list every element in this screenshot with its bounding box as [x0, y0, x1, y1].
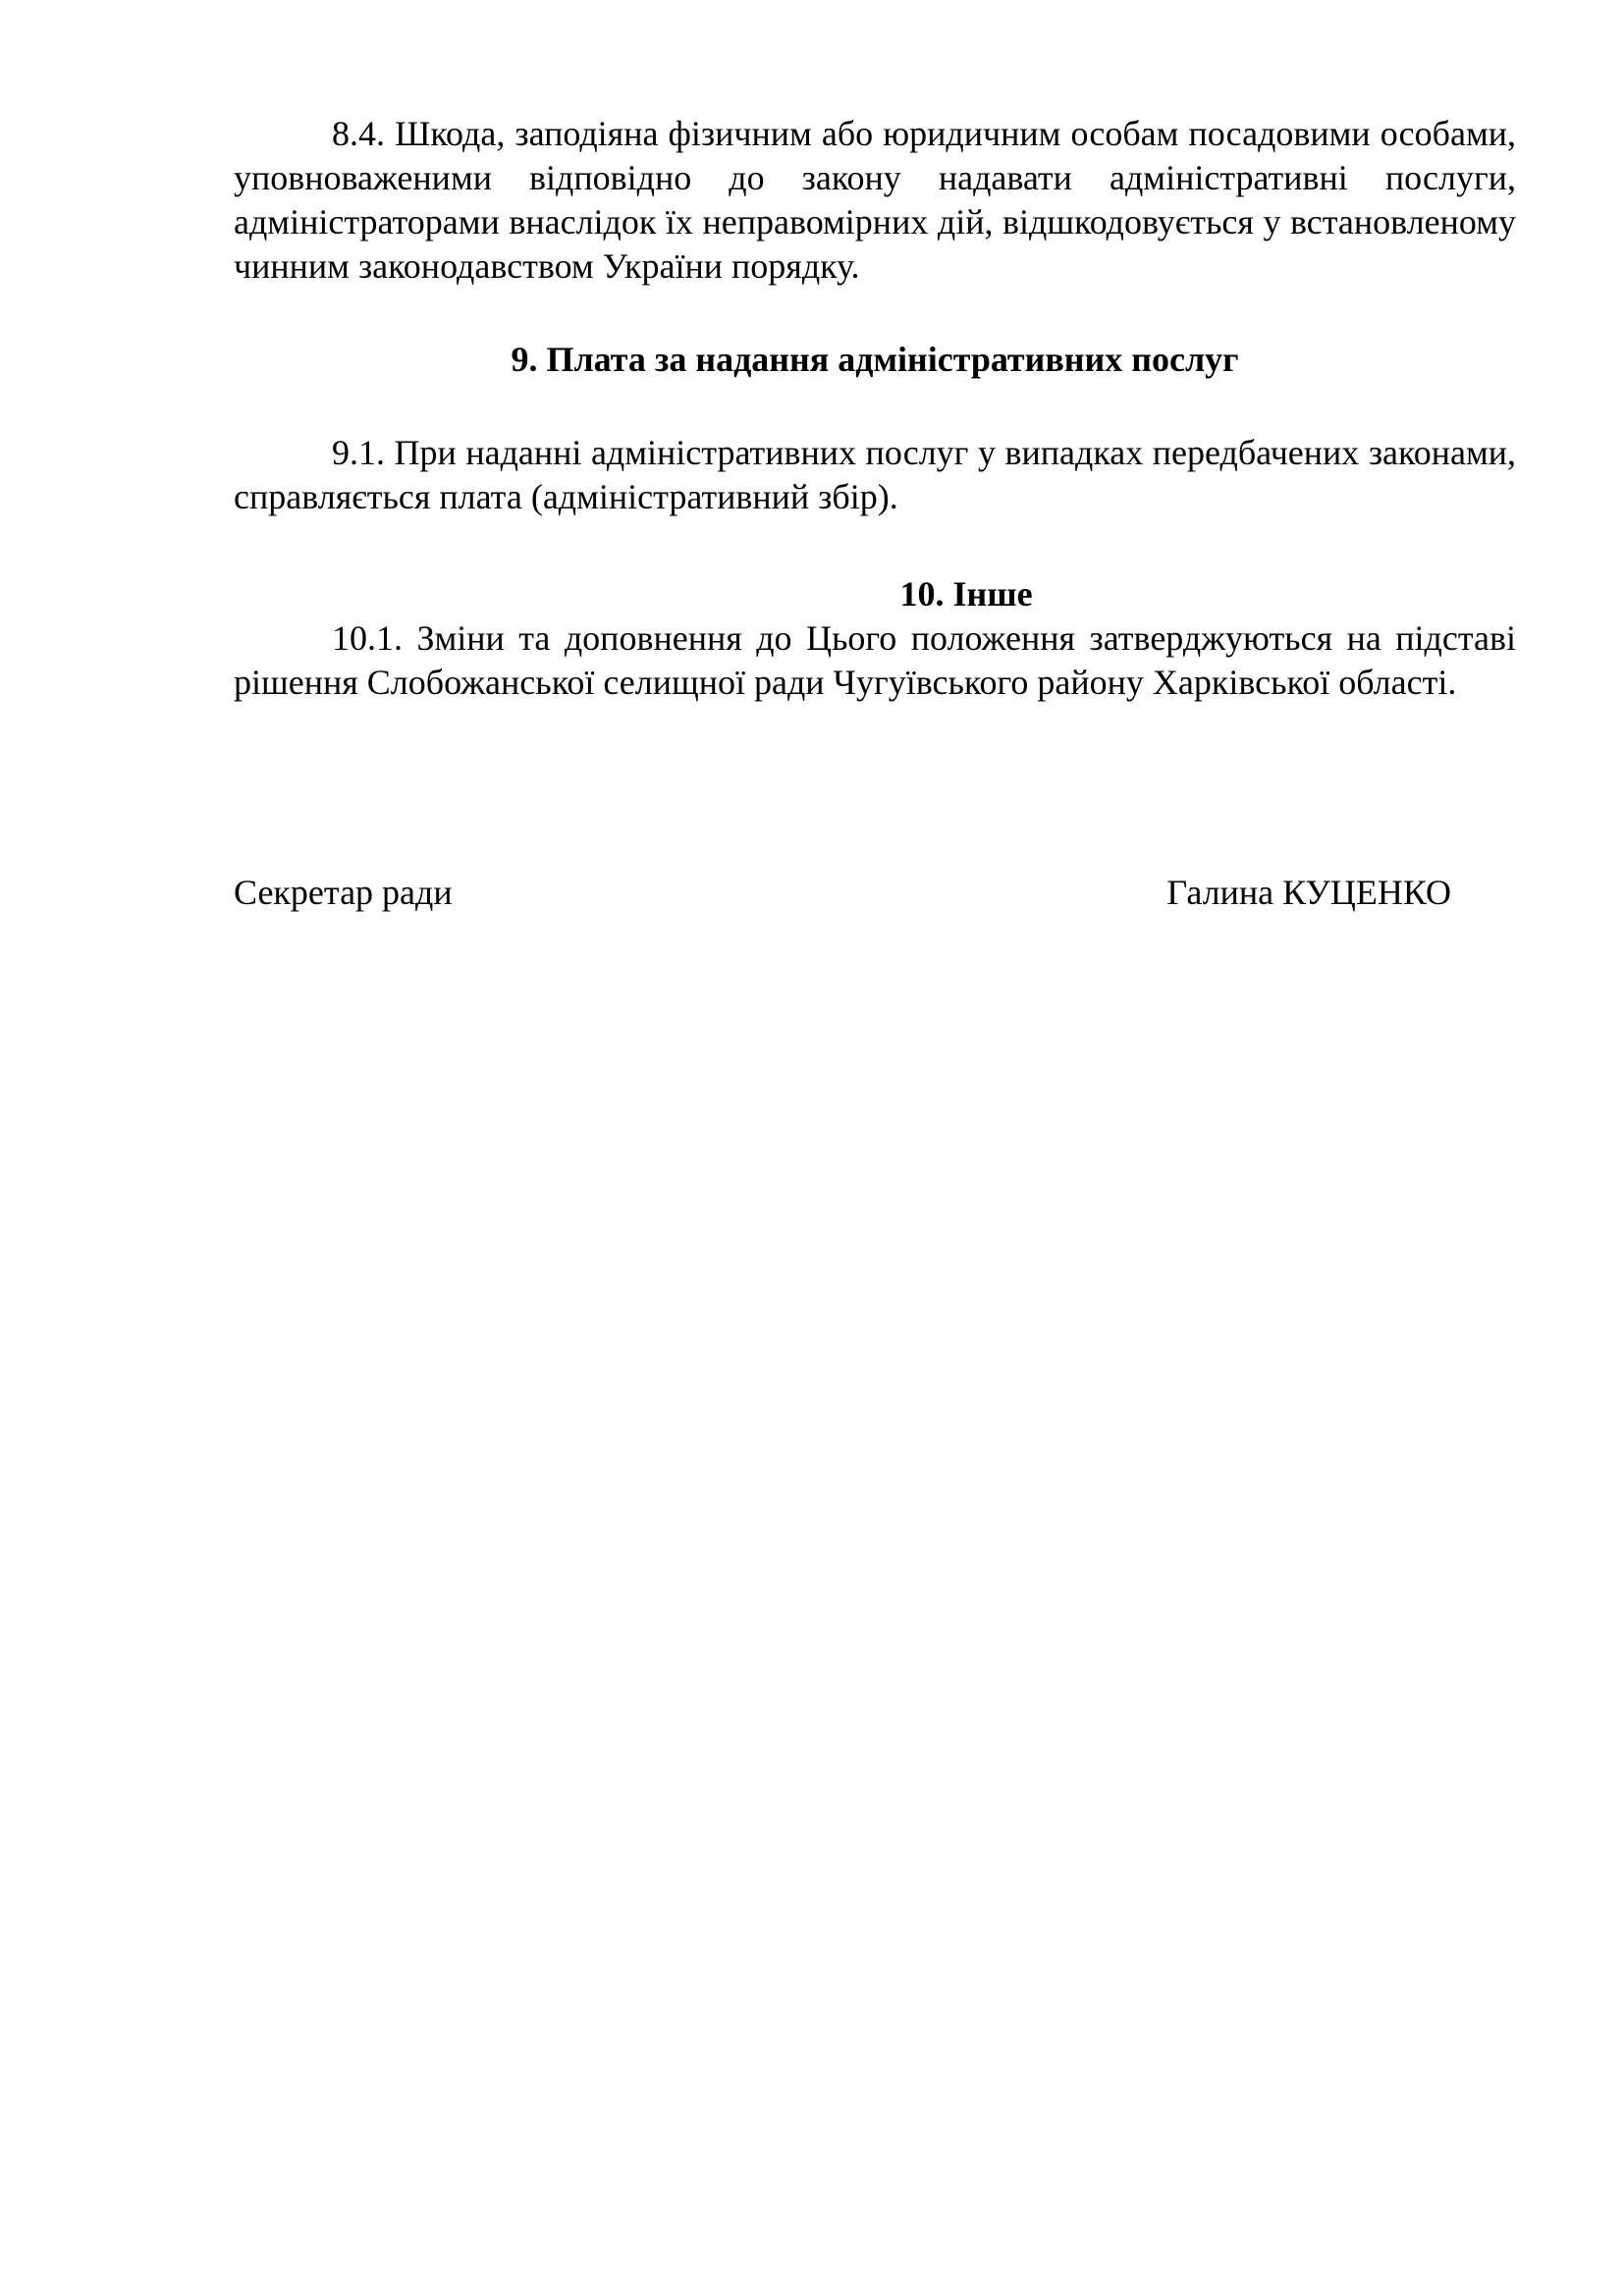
paragraph-8-4: 8.4. Шкода, заподіяна фізичним або юридичним особам посадовими особами, уповноваженими відповідно до закону надавати адміністративні послуги, адміністраторами внаслідок їх неправомірних дій, відшкодовується у встановленому чинним законодавством України порядку.: [234, 114, 1516, 286]
paragraph-9-1: 9.1. При наданні адміністративних послуг у випадках передбачених законами, справляється плата (адміністративний збір).: [234, 433, 1516, 516]
document-body: [234, 112, 1516, 705]
paragraph-10-1: 10.1. Зміни та доповнення до Цього положення затверджуються на підставі рішення Слобожанської селищної ради Чугуївського району Харківської області.: [234, 618, 1516, 702]
signer-role: Секретар ради: [234, 873, 453, 912]
section-9-heading: 9. Плата за надання адміністративних послуг: [511, 340, 1239, 379]
section-10-heading: 10. Інше: [899, 574, 1033, 614]
signer-name: Галина КУЦЕНКО: [1166, 873, 1451, 912]
